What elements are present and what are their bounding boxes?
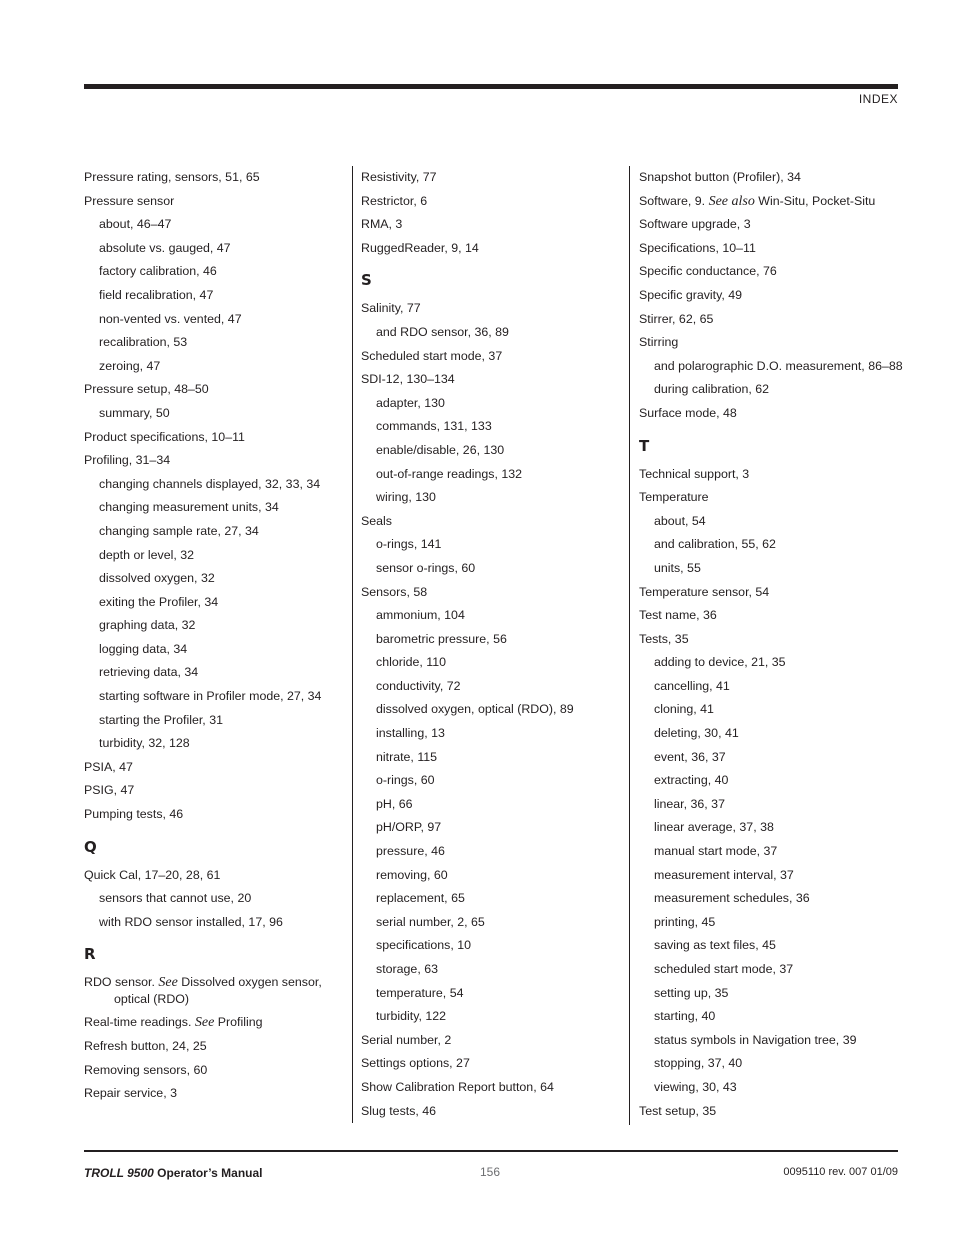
index-entry: Technical support, 3 bbox=[639, 466, 750, 481]
index-subentry: with RDO sensor installed, 17, 96 bbox=[99, 914, 283, 929]
index-subentry: linear, 36, 37 bbox=[654, 796, 725, 811]
index-entry: Refresh button, 24, 25 bbox=[84, 1039, 207, 1053]
index-subentry: pH/ORP, 97 bbox=[376, 820, 442, 835]
index-subentry: manual start mode, 37 bbox=[654, 844, 778, 859]
index-subentry: ammonium, 104 bbox=[376, 608, 465, 623]
index-subentry: starting, 40 bbox=[654, 1009, 716, 1024]
section-label: INDEX bbox=[858, 92, 898, 106]
index-subentry: stopping, 37, 40 bbox=[654, 1056, 743, 1071]
index-subentry: graphing data, 32 bbox=[99, 618, 196, 633]
index-subentry: storage, 63 bbox=[376, 962, 438, 976]
index-subentry: cancelling, 41 bbox=[654, 678, 730, 693]
index-subentry: during calibration, 62 bbox=[654, 382, 770, 397]
index-entry: Pumping tests, 46 bbox=[84, 807, 184, 822]
index-entry: Stirring bbox=[639, 335, 679, 350]
index-entry: Surface mode, 48 bbox=[639, 405, 737, 420]
index-entry: Salinity, 77 bbox=[361, 301, 421, 316]
entry-text: Software, 9. bbox=[639, 193, 709, 208]
index-subentry: starting the Profiler, 31 bbox=[99, 712, 223, 727]
index-subentry: status symbols in Navigation tree, 39 bbox=[654, 1032, 857, 1047]
index-subentry: o-rings, 60 bbox=[376, 773, 435, 788]
index-entry: Tests, 35 bbox=[639, 631, 689, 646]
index-entry: Repair service, 3 bbox=[84, 1086, 177, 1101]
section-letter: R bbox=[84, 945, 96, 964]
index-subentry: sensor o-rings, 60 bbox=[376, 560, 476, 575]
index-subentry: deleting, 30, 41 bbox=[654, 726, 739, 741]
index-entry: Specific conductance, 76 bbox=[639, 264, 777, 279]
see-reference: See bbox=[194, 1015, 215, 1031]
index-entry: Snapshot button (Profiler), 34 bbox=[639, 170, 801, 184]
index-subentry: starting software in Profiler mode, 27, 34 bbox=[99, 689, 322, 704]
index-subentry: saving as text files, 45 bbox=[654, 938, 776, 953]
index-subentry: sensors that cannot use, 20 bbox=[99, 891, 252, 906]
index-subentry: about, 46–47 bbox=[99, 217, 172, 232]
index-subentry: recalibration, 53 bbox=[99, 335, 188, 350]
index-entry: Pressure rating, sensors, 51, 65 bbox=[84, 170, 260, 184]
index-entry: Software upgrade, 3 bbox=[639, 217, 751, 232]
index-subentry: setting up, 35 bbox=[654, 985, 729, 1000]
document-id: 0095110 rev. 007 01/09 bbox=[783, 1166, 898, 1178]
entry-continuation: optical (RDO) bbox=[114, 992, 190, 1007]
index-entry: Temperature bbox=[639, 490, 709, 505]
index-subentry: summary, 50 bbox=[99, 405, 170, 420]
index-entry: Resistivity, 77 bbox=[361, 170, 437, 184]
index-subentry: extracting, 40 bbox=[654, 773, 729, 788]
index-column-1 bbox=[84, 166, 342, 1106]
column-divider bbox=[629, 166, 630, 1125]
entry-text: Dissolved oxygen sensor, bbox=[177, 975, 322, 990]
index-subentry: o-rings, 141 bbox=[376, 537, 442, 552]
index-entry: Settings options, 27 bbox=[361, 1056, 470, 1071]
index-subentry: logging data, 34 bbox=[99, 641, 188, 656]
index-subentry: exiting the Profiler, 34 bbox=[99, 594, 219, 609]
manual-title bbox=[84, 1166, 263, 1180]
index-entry: Sensors, 58 bbox=[361, 584, 428, 599]
index-entry: Removing sensors, 60 bbox=[84, 1062, 208, 1077]
index-entry: Test setup, 35 bbox=[639, 1103, 717, 1118]
index-subentry: about, 54 bbox=[654, 513, 706, 528]
index-entry-with-see bbox=[639, 190, 899, 214]
index-entry: Restrictor, 6 bbox=[361, 193, 428, 208]
index-subentry: and calibration, 55, 62 bbox=[654, 537, 776, 552]
index-subentry: turbidity, 32, 128 bbox=[99, 736, 190, 751]
column-divider bbox=[352, 166, 353, 1123]
index-subentry: units, 55 bbox=[654, 560, 701, 575]
index-entry: SDI-12, 130–134 bbox=[361, 372, 455, 387]
entry-text: Real-time readings. bbox=[84, 1015, 195, 1030]
index-subentry: turbidity, 122 bbox=[376, 1009, 447, 1024]
index-subentry: and RDO sensor, 36, 89 bbox=[376, 324, 509, 339]
index-subentry: commands, 131, 133 bbox=[376, 419, 492, 434]
index-subentry: non-vented vs. vented, 47 bbox=[99, 311, 242, 326]
index-subentry: adding to device, 21, 35 bbox=[654, 655, 786, 670]
index-entry: Stirrer, 62, 65 bbox=[639, 311, 714, 326]
index-subentry: adapter, 130 bbox=[376, 395, 445, 410]
index-subentry: pH, 66 bbox=[376, 796, 413, 811]
product-name: TROLL 9500 bbox=[84, 1166, 154, 1180]
index-entry: Seals bbox=[361, 513, 392, 528]
see-reference: See also bbox=[708, 193, 755, 209]
index-subentry: depth or level, 32 bbox=[99, 547, 195, 562]
index-subentry: linear average, 37, 38 bbox=[654, 820, 774, 835]
index-entry-with-see bbox=[84, 971, 342, 1011]
index-subentry: measurement schedules, 36 bbox=[654, 891, 810, 906]
index-subentry: removing, 60 bbox=[376, 867, 448, 882]
index-entry: Profiling, 31–34 bbox=[84, 453, 171, 468]
index-subentry: nitrate, 115 bbox=[376, 749, 438, 764]
index-entry: PSIG, 47 bbox=[84, 783, 135, 798]
index-entry: RuggedReader, 9, 14 bbox=[361, 240, 479, 255]
index-column-2 bbox=[361, 166, 619, 1123]
index-subentry: changing channels displayed, 32, 33, 34 bbox=[99, 476, 321, 491]
bottom-rule bbox=[84, 1150, 898, 1152]
manual-name: Operator’s Manual bbox=[153, 1166, 263, 1180]
index-entry: RMA, 3 bbox=[361, 217, 403, 232]
entry-text: Win-Situ, Pocket-Situ bbox=[754, 193, 876, 208]
index-subentry: cloning, 41 bbox=[654, 702, 714, 717]
index-subentry: retrieving data, 34 bbox=[99, 665, 199, 680]
index-subentry: viewing, 30, 43 bbox=[654, 1079, 737, 1094]
index-subentry: enable/disable, 26, 130 bbox=[376, 442, 505, 457]
index-subentry: changing measurement units, 34 bbox=[99, 500, 279, 515]
section-letter: S bbox=[361, 271, 372, 290]
index-entry: Scheduled start mode, 37 bbox=[361, 348, 503, 363]
index-subentry: conductivity, 72 bbox=[376, 678, 461, 693]
index-entry: Pressure setup, 48–50 bbox=[84, 382, 209, 397]
index-subentry: event, 36, 37 bbox=[654, 749, 726, 764]
index-subentry: chloride, 110 bbox=[376, 655, 447, 670]
top-rule bbox=[84, 84, 898, 89]
index-entry: Temperature sensor, 54 bbox=[639, 584, 770, 599]
index-subentry: field recalibration, 47 bbox=[99, 287, 214, 302]
index-entry: Show Calibration Report button, 64 bbox=[361, 1079, 554, 1094]
index-entry: Test name, 36 bbox=[639, 608, 717, 623]
index-subentry: changing sample rate, 27, 34 bbox=[99, 523, 259, 538]
section-letter: Q bbox=[84, 837, 97, 856]
see-reference: See bbox=[158, 975, 178, 991]
index-subentry: dissolved oxygen, 32 bbox=[99, 571, 215, 586]
index-entry-with-see bbox=[84, 1011, 342, 1035]
index-subentry: installing, 13 bbox=[376, 726, 445, 741]
entry-text: Profiling bbox=[214, 1015, 263, 1030]
index-subentry: barometric pressure, 56 bbox=[376, 631, 507, 646]
index-entry: Quick Cal, 17–20, 28, 61 bbox=[84, 867, 221, 882]
index-entry: Specific gravity, 49 bbox=[639, 287, 743, 302]
index-column-3 bbox=[639, 166, 903, 1123]
index-entry: Product specifications, 10–11 bbox=[84, 429, 245, 444]
index-subentry: specifications, 10 bbox=[376, 938, 472, 953]
index-entry: PSIA, 47 bbox=[84, 759, 133, 774]
index-subentry: out-of-range readings, 132 bbox=[376, 466, 523, 481]
index-subentry: and polarographic D.O. measurement, 86–88 bbox=[654, 358, 903, 373]
index-subentry: factory calibration, 46 bbox=[99, 264, 217, 279]
entry-text: RDO sensor. bbox=[84, 975, 159, 990]
index-entry: Specifications, 10–11 bbox=[639, 240, 756, 255]
index-subentry: temperature, 54 bbox=[376, 985, 464, 1000]
index-subentry: wiring, 130 bbox=[376, 490, 436, 505]
index-subentry: replacement, 65 bbox=[376, 891, 465, 906]
index-subentry: scheduled start mode, 37 bbox=[654, 962, 794, 976]
index-subentry: measurement interval, 37 bbox=[654, 867, 794, 882]
section-letter: T bbox=[639, 436, 650, 455]
index-entry: Serial number, 2 bbox=[361, 1032, 452, 1047]
index-subentry: printing, 45 bbox=[654, 914, 716, 929]
index-entry: Pressure sensor bbox=[84, 193, 175, 208]
index-subentry: zeroing, 47 bbox=[99, 358, 161, 373]
index-subentry: absolute vs. gauged, 47 bbox=[99, 240, 231, 255]
index-subentry: dissolved oxygen, optical (RDO), 89 bbox=[376, 702, 574, 717]
index-subentry: serial number, 2, 65 bbox=[376, 914, 485, 929]
page-number: 156 bbox=[479, 1165, 501, 1179]
index-entry: Slug tests, 46 bbox=[361, 1103, 437, 1118]
index-subentry: pressure, 46 bbox=[376, 844, 445, 859]
